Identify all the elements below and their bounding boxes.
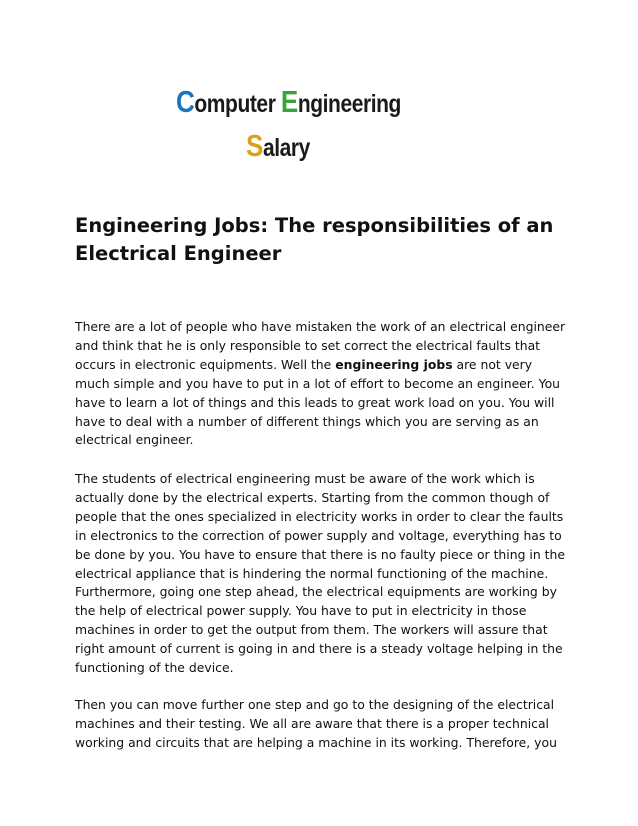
logo-letter-e: E [280, 84, 298, 119]
paragraph-1-text-end: are not very much simple and you have to put in a lot of effort to become an engineer. You have to learn a lot of things and this leads to great work load on you. You will have to deal with a number of different things which you are serving as an electrical engineer. [75, 356, 560, 448]
logo-text-alary: alary [262, 134, 310, 162]
site-logo [176, 84, 416, 174]
logo-letter-c: C [176, 84, 195, 119]
logo-letter-s: S [246, 128, 263, 163]
article-paragraph-2: The students of electrical engineering must be aware of the work which is actually done by the electrical experts. Starting from the common though of people that the ones specialized in electricity works in order to clear the faults in electronics to the correction of power supply and voltage, everything has to be done by you. You have to ensure that there is no faulty piece or thing in the electrical appliance that is hindering the normal functioning of the machine. Furthermore, going one step ahead, the electrical equipments are working by the help of electrical power supply. You have to put in electricity in those machines in order to get the output from them. The workers will assure that right amount of current is going in and there is a steady voltage helping in the functioning of the device. [75, 471, 565, 676]
logo-text-ngineering: ngineering [297, 90, 401, 118]
article-paragraph-3: Then you can move further one step and go to the designing of the electrical machines and their testing. We all are aware that there is a proper technical working and circuits that are helping a machine in its working. Therefore, you [75, 697, 557, 750]
article-title: Engineering Jobs: The responsibilities of an Electrical Engineer [75, 214, 554, 265]
engineering-jobs-keyword: engineering jobs [335, 356, 453, 372]
logo-line-computer-engineering [176, 84, 401, 120]
article-paragraph-1 [75, 318, 567, 450]
logo-text-omputer: omputer [194, 90, 281, 118]
logo-line-salary [246, 128, 310, 164]
paragraph-1-text-start: There are a lot of people who have mistaken the work of an electrical engineer and think that he is only responsible to set correct the electrical faults that occurs in electronic equipments. Well the [75, 319, 566, 372]
